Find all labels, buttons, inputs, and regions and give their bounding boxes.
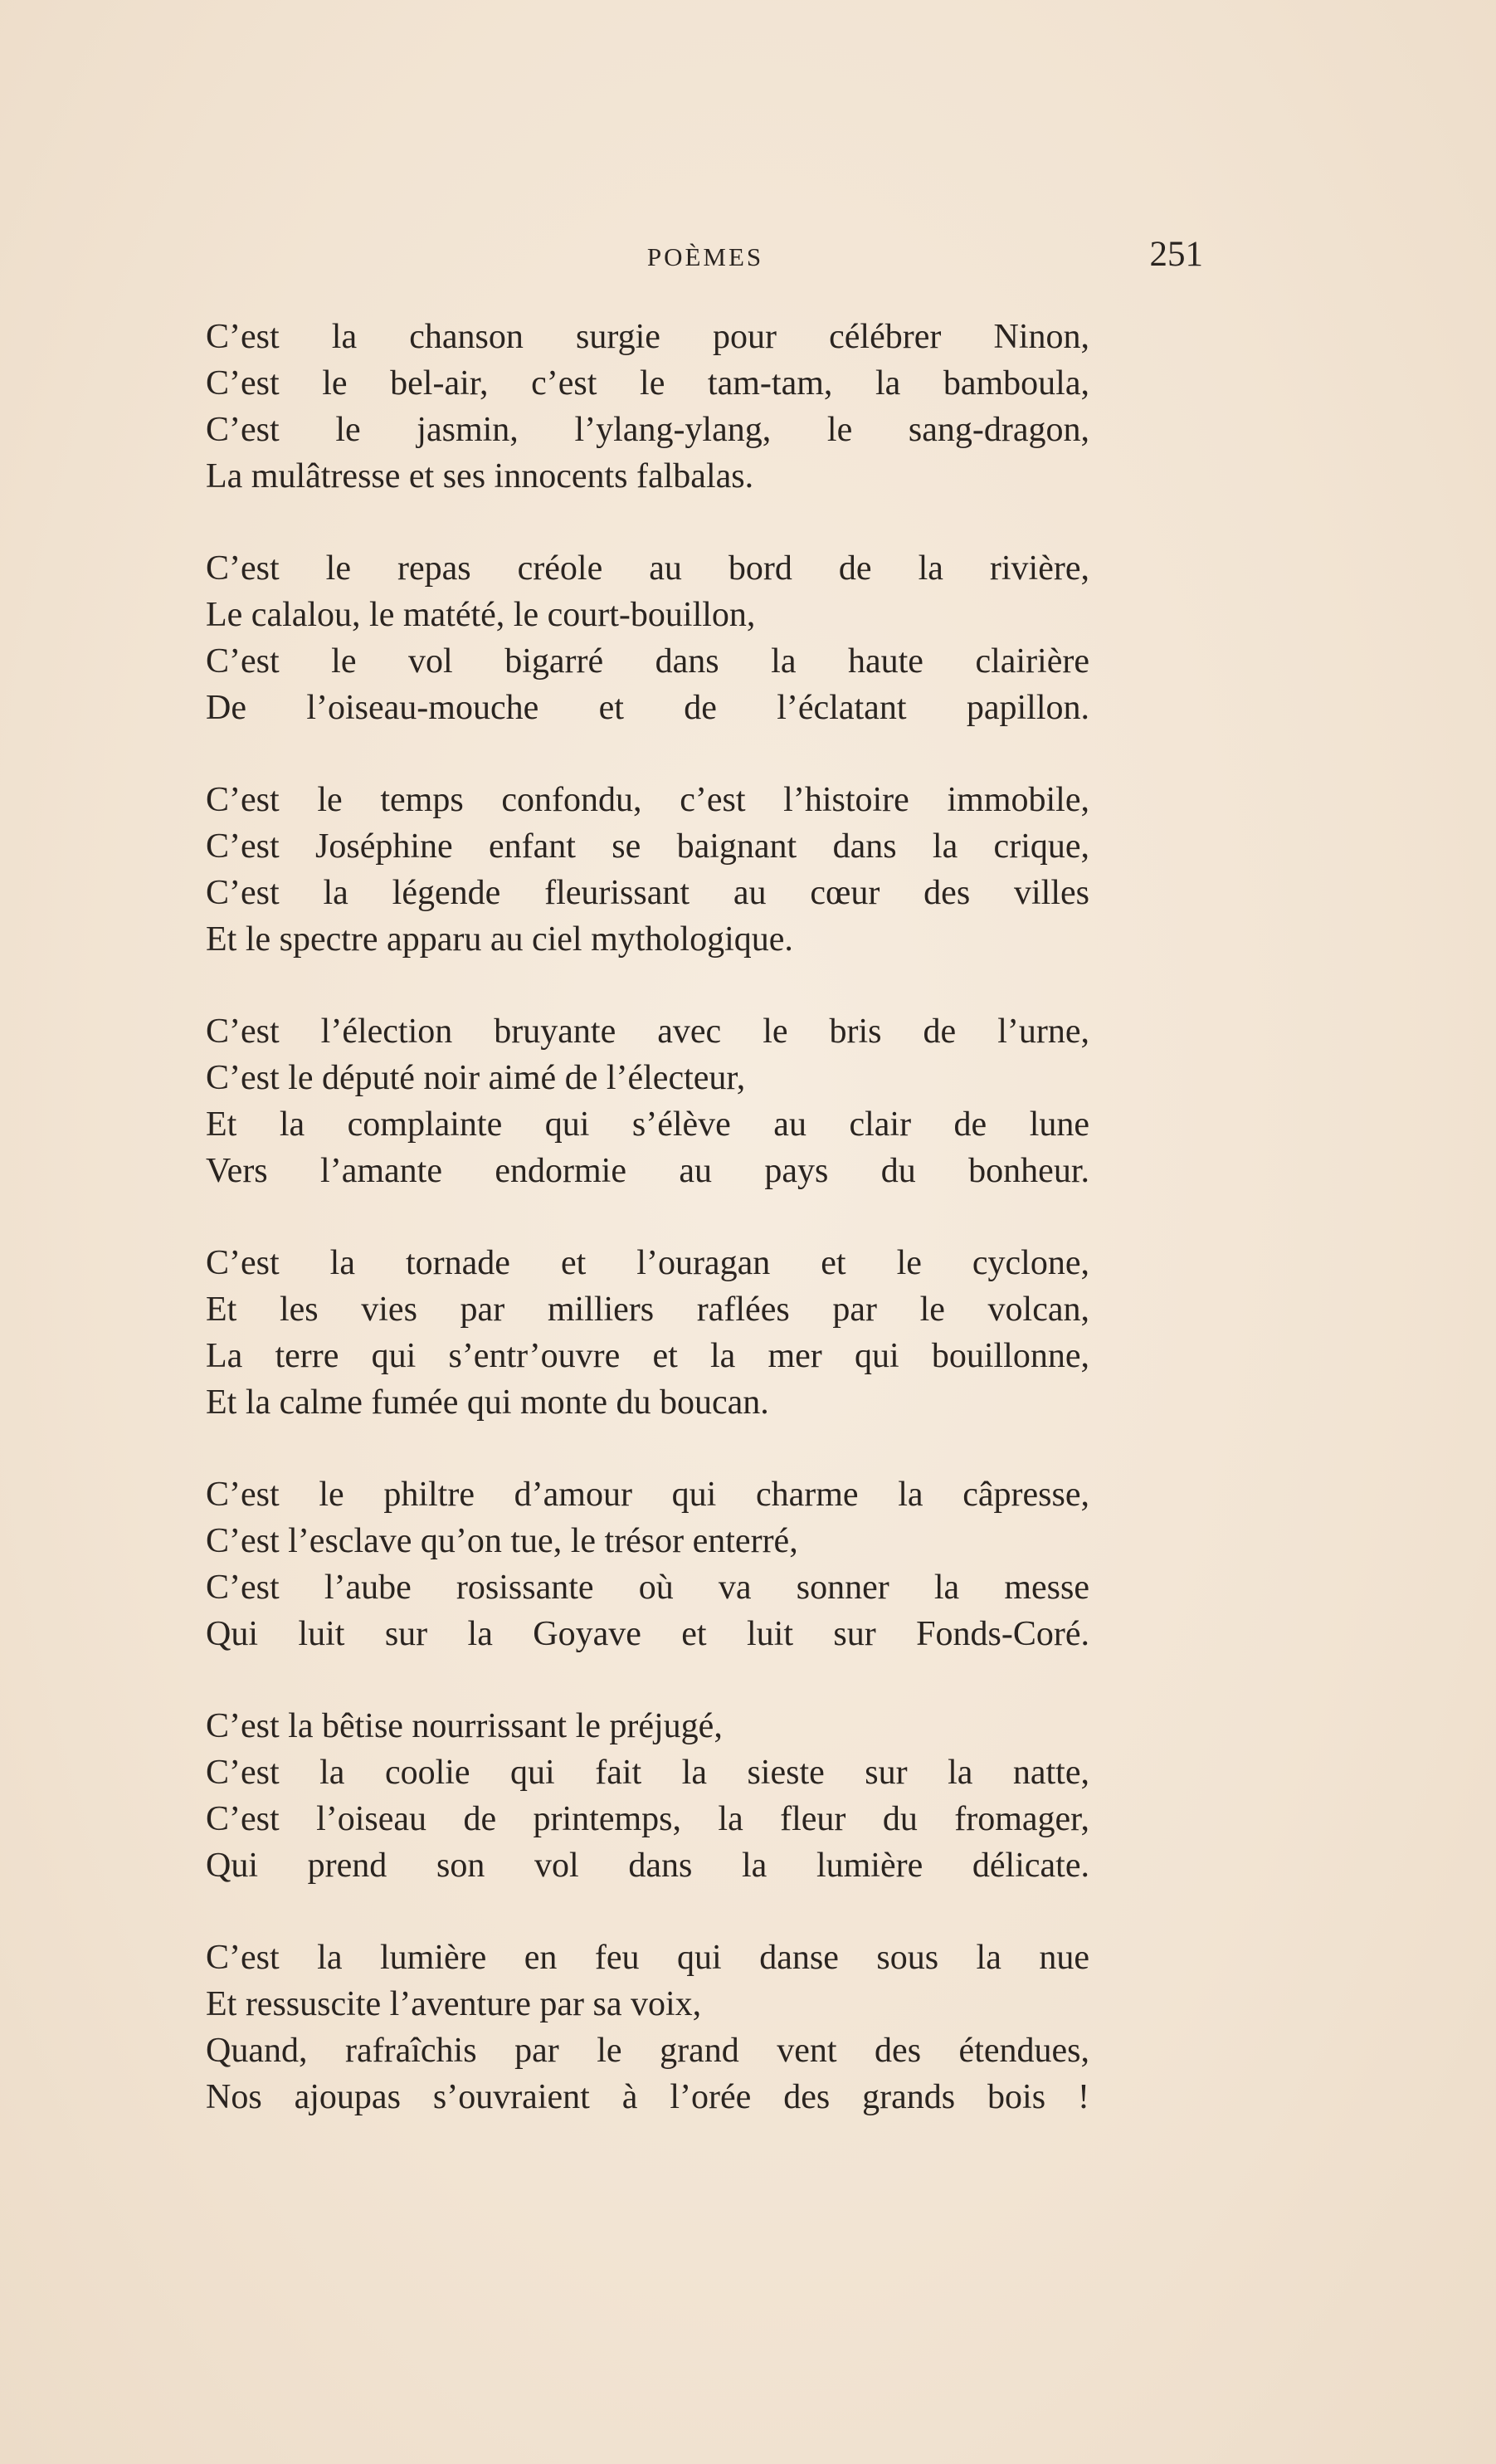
verse-line: Et la calme fumée qui monte du boucan. (206, 1383, 769, 1422)
verse-line: C’est le jasmin, l’ylang-ylang, le sang-dragon, (206, 411, 1089, 449)
stanza (206, 1935, 1243, 2120)
verse-line: C’est le vol bigarré dans la haute clairière (206, 642, 1089, 681)
verse-line: Le calalou, le matété, le court-bouillon, (206, 596, 756, 634)
verse-line: C’est l’élection bruyante avec le bris de l’urne, (206, 1012, 1089, 1051)
stanza (206, 1008, 1243, 1194)
verse-line: La mulâtresse et ses innocents falbalas. (206, 457, 754, 495)
verse-line: C’est la lumière en feu qui danse sous la nue (206, 1939, 1089, 1977)
verse-line: C’est l’esclave qu’on tue, le trésor enterré, (206, 1522, 798, 1560)
stanza (206, 1703, 1243, 1889)
stanza (206, 1240, 1243, 1426)
verse-line: C’est la coolie qui fait la sieste sur la natte, (206, 1754, 1089, 1792)
running-head (207, 234, 1203, 284)
page-number: 251 (1149, 235, 1203, 274)
verse-line: C’est l’oiseau de printemps, la fleur du fromager, (206, 1800, 1089, 1838)
verse-line: De l’oiseau-mouche et de l’éclatant papillon. (206, 689, 1089, 727)
stanza (206, 777, 1243, 963)
verse-line: Et les vies par milliers raflées par le volcan, (206, 1291, 1089, 1329)
verse-line: C’est le député noir aimé de l’électeur, (206, 1059, 746, 1097)
stanza (206, 545, 1243, 731)
verse-line: C’est la tornade et l’ouragan et le cyclone, (206, 1244, 1089, 1282)
verse-line: C’est le bel-air, c’est le tam-tam, la bamboula, (206, 364, 1089, 403)
stanza (206, 314, 1243, 500)
poem-body (206, 314, 1243, 2166)
verse-line: Et la complainte qui s’élève au clair de lune (206, 1105, 1089, 1144)
verse-line: C’est la chanson surgie pour célébrer Ninon, (206, 318, 1089, 356)
verse-line: Vers l’amante endormie au pays du bonheur. (206, 1152, 1089, 1190)
verse-line: C’est l’aube rosissante où va sonner la messe (206, 1569, 1089, 1607)
verse-line: C’est la bêtise nourrissant le préjugé, (206, 1707, 723, 1745)
verse-line: Et ressuscite l’aventure par sa voix, (206, 1985, 702, 2023)
verse-line: Qui prend son vol dans la lumière délicate. (206, 1847, 1089, 1885)
verse-line: C’est le philtre d’amour qui charme la câpresse, (206, 1476, 1089, 1514)
verse-line: Et le spectre apparu au ciel mythologique. (206, 920, 793, 959)
stanza (206, 1471, 1243, 1657)
verse-line: Quand, rafraîchis par le grand vent des étendues, (206, 2032, 1089, 2070)
verse-line: Nos ajoupas s’ouvraient à l’orée des grands bois ! (206, 2078, 1089, 2116)
verse-line: C’est la légende fleurissant au cœur des villes (206, 874, 1089, 912)
verse-line: C’est le temps confondu, c’est l’histoire immobile, (206, 781, 1089, 819)
verse-line: La terre qui s’entr’ouvre et la mer qui bouillonne, (206, 1337, 1089, 1375)
verse-line: C’est Joséphine enfant se baignant dans la crique, (206, 827, 1089, 866)
verse-line: Qui luit sur la Goyave et luit sur Fonds-Coré. (206, 1615, 1089, 1653)
running-title: POÈMES (646, 242, 764, 271)
verse-line: C’est le repas créole au bord de la rivière, (206, 549, 1089, 588)
